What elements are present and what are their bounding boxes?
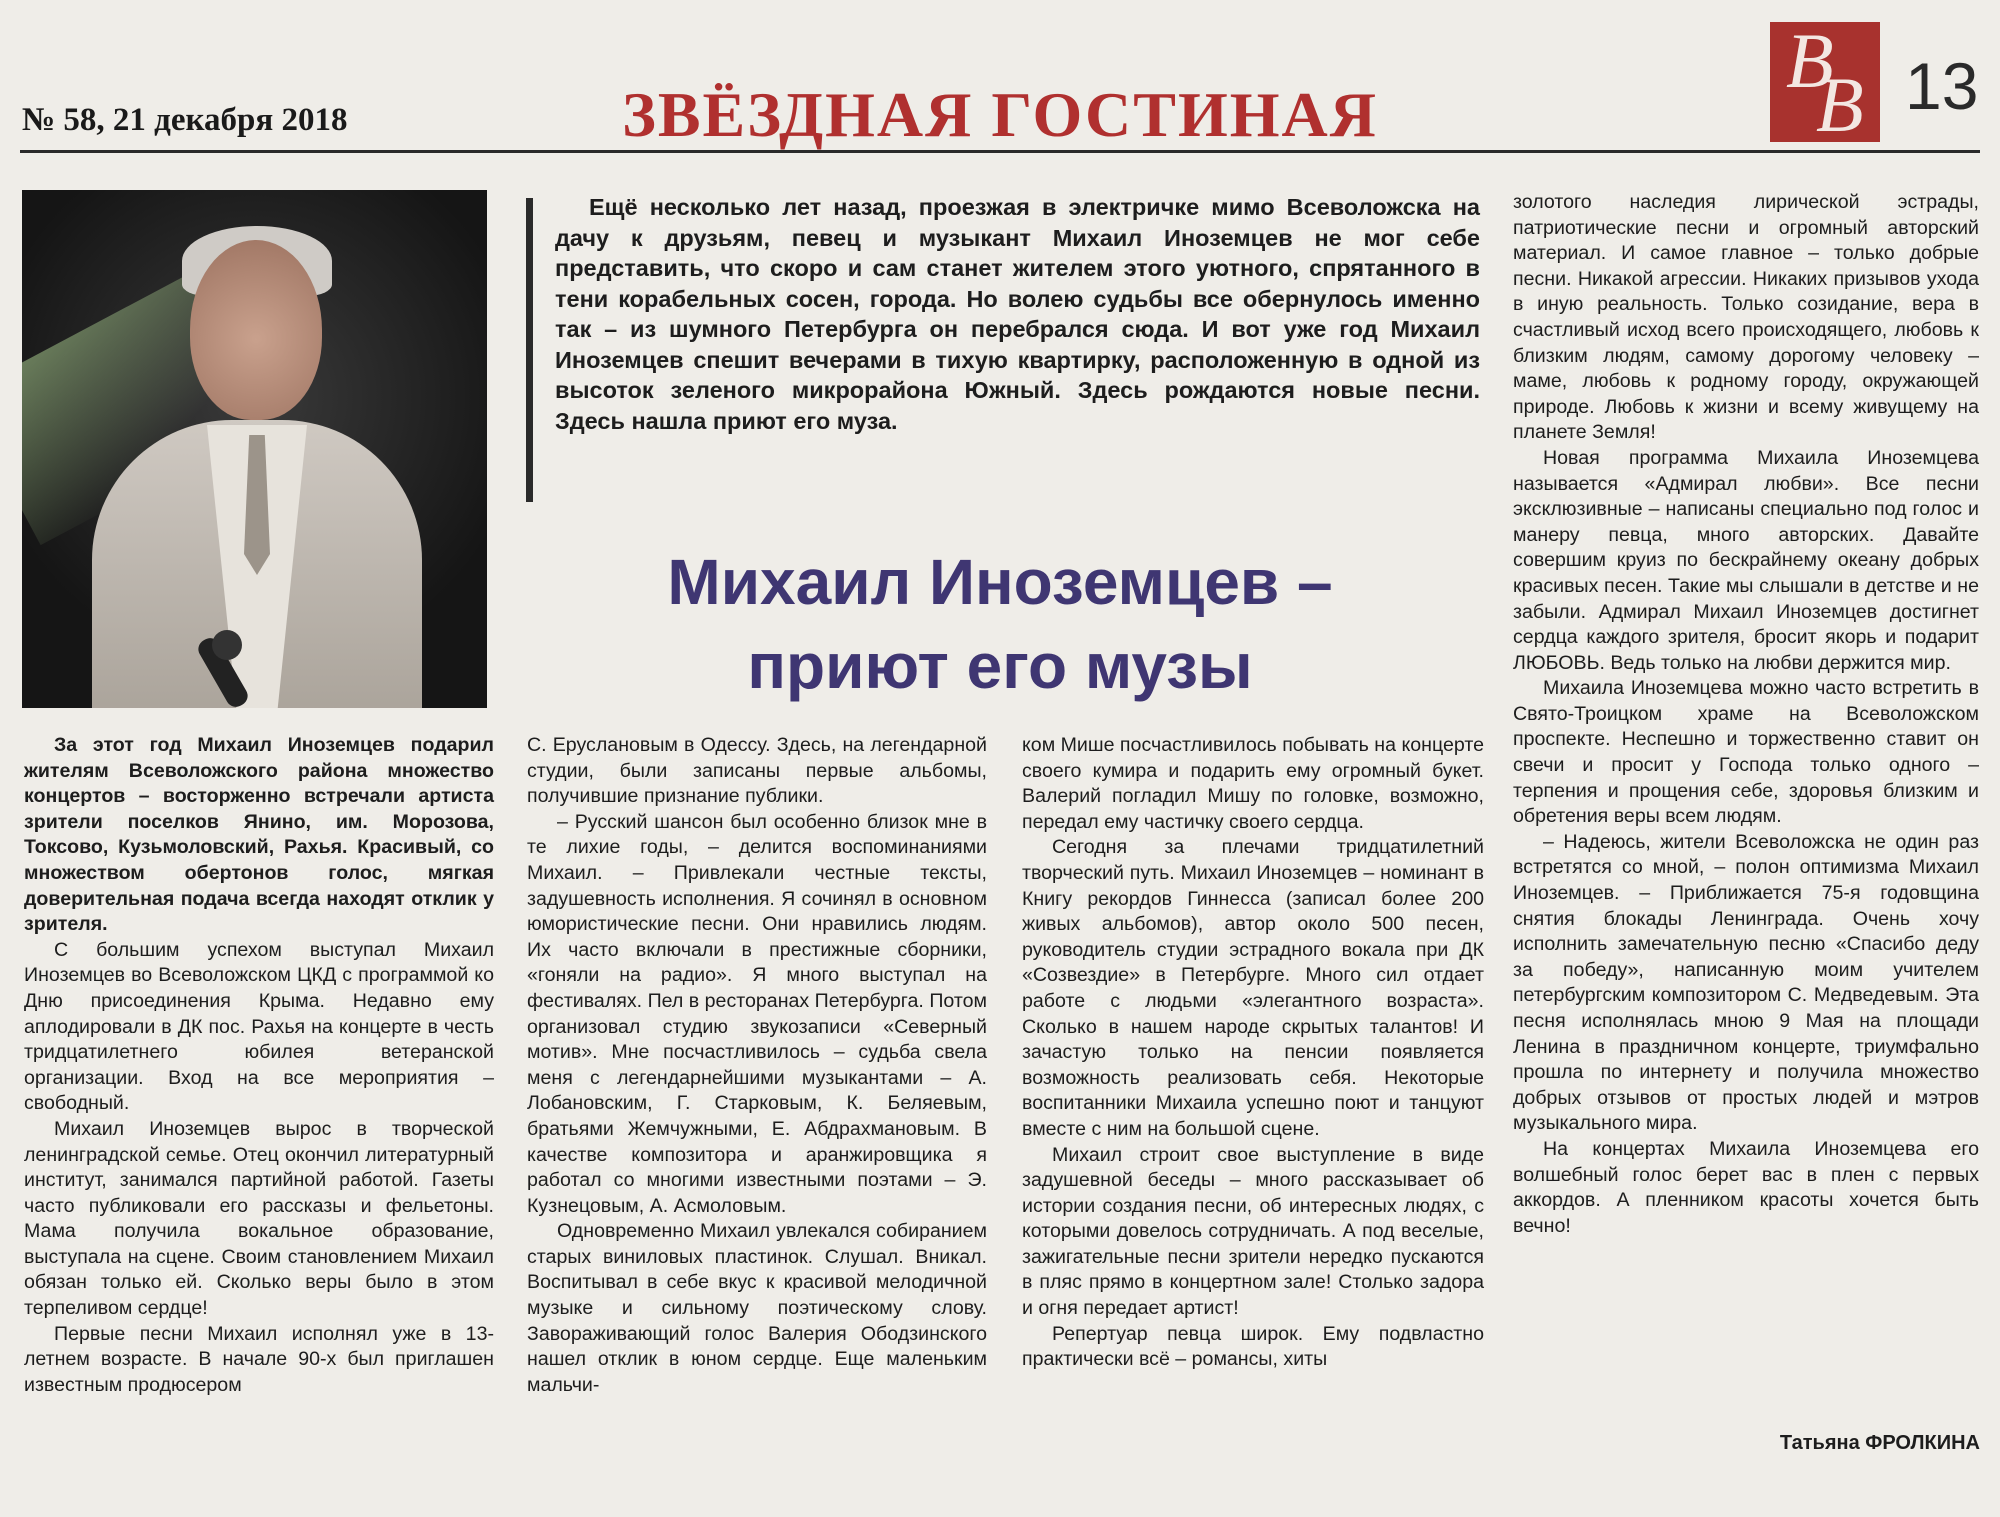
paragraph: С большим успехом выступал Михаил Иноземцев во Всеволожском ЦКД с программой ко Дню присоединения Крыма. Недавно ему аплодировали в ДК пос. Рахья на концерте в честь тридцатилетнего юбилея ветеранской организации. Вход на все мероприятия – свободный.: [24, 938, 494, 1115]
lead-bar: [526, 198, 533, 502]
headline-line-2: приют его музы: [747, 630, 1253, 702]
newspaper-logo: [1770, 17, 1880, 148]
paragraph: Репертуар певца широк. Ему подвластно практически всё – романсы, хиты: [1022, 1322, 1484, 1371]
paragraph: Михаил Иноземцев вырос в творческой ленинградской семье. Отец окончил литературный институт, занимался партийной работой. Газеты часто публиковали его рассказы и фельетоны. Мама получила вокальное образование, выступала на сцене. Своим становлением Михаил обязан только ей. Сколько веры было в этом терпеливом сердце!: [24, 1117, 494, 1320]
photo-caption-paragraph: За этот год Михаил Иноземцев подарил жителям Всеволожского района множество концертов – восторженно встречали артиста зрители поселков Янино, им. Морозова, Токсово, Кузьмоловский, Рахья. Красивый, со множеством обертонов голос, мягкая доверительная подача всегда находят отклик у зрителя.: [24, 734, 494, 936]
headline-line-1: Михаил Иноземцев –: [667, 546, 1333, 618]
logo-letter-2: В: [1816, 61, 1864, 148]
section-rubric: ЗВЁЗДНАЯ ГОСТИНАЯ: [622, 79, 1378, 150]
paragraph: – Русский шансон был особенно близок мне в те лихие годы, – делится воспоминаниями Михаил. – Привлекали честные тексты, задушевность исполнения. Я сочинял в основном юмористические песни. Они нравились людям. Их часто включали в престижные сборники, «гоняли на радио». Я много выступал на фестивалях. Пел в ресторанах Петербурга. Потом организовал студию звукозаписи «Северный мотив». Мне посчастливилось – судьба свела меня с легендарнейшими музыкантами – А. Лобановским, Г. Старковым, К. Беляевым, братьями Жемчужными, Е. Абдрахмановым. В качестве композитора и аранжировщика я работал со многими известными поэтами – Э. Кузнецовым, А. Асмоловым.: [527, 810, 987, 1217]
paragraph: С. Еруслановым в Одессу. Здесь, на легендарной студии, были записаны первые альбомы, получившие признание публики.: [527, 734, 987, 808]
paragraph: Первые песни Михаил исполнял уже в 13-летнем возрасте. В начале 90-х был приглашен известным продюсером: [24, 1322, 494, 1396]
paragraph: Михаила Иноземцева можно часто встретить в Свято-Троицком храме на Всеволожском проспекте. Неспешно и торжественно ставит он свечи и просит у Господа только одного – терпения и прощения себе, здоровья близким и обретения веры всем людям.: [1513, 677, 1979, 828]
header-rule: [20, 150, 1980, 153]
paragraph: Михаил строит свое выступление в виде задушевной беседы – много рассказывает об истории создания песни, об интересных людях, с которыми довелось сотрудничать. А под веселые, зажигательные песни зрители нередко пускаются в пляс прямо в концертном зале! Столько задора и огня передает артист!: [1022, 1143, 1484, 1320]
photo-singer-with-microphone: [22, 190, 487, 708]
page-number: 13: [1905, 49, 1979, 123]
issue-date: № 58, 21 декабря 2018: [22, 102, 348, 138]
column-1: [24, 733, 494, 1398]
paragraph: золотого наследия лирической эстрады, патриотические песни и огромный авторский материал. И самое главное – только добрые песни. Никакой агрессии. Никаких призывов ухода в иную реальность. Только созидание, вера в счастливый исход всего происходящего, любовь к близким людям, самому дорогому человеку – маме, любовь к родному городу, окружающей природе. Любовь к жизни и всему живущему на планете Земля!: [1513, 191, 1979, 444]
paragraph: Одновременно Михаил увлекался собиранием старых виниловых пластинок. Слушал. Вникал. Воспитывал в себе вкус к красивой мелодичной музыке и сильному поэтическому слову. Завораживающий голос Валерия Ободзинского нашел отклик в юном сердце. Еще маленьким мальчи-: [527, 1220, 987, 1396]
headline: [520, 540, 1480, 708]
column-4: [1513, 190, 1979, 1239]
column-3: [1022, 733, 1484, 1373]
logo-letter-1: В: [1786, 17, 1834, 104]
microphone-head: [212, 630, 242, 660]
paragraph: На концертах Михаила Иноземцева его волшебный голос берет вас в плен с первых аккордов. А пленником красоты хочется быть вечно!: [1513, 1137, 1979, 1237]
lead-paragraph: Ещё несколько лет назад, проезжая в электричке мимо Всеволожска на дачу к друзьям, певец и музыкант Михаил Иноземцев не мог себе представить, что скоро и сам станет жителем этого уютного, спрятанного в тени корабельных сосен, города. Но волею судьбы все обернулось именно так – из шумного Петербурга он перебрался сюда. И вот уже год Михаил Иноземцев спешит вечерами в тихую квартирку, расположенную в одной из высоток зеленого микрорайона Южный. Здесь рождаются новые песни. Здесь нашла приют его муза.: [555, 194, 1480, 434]
author-byline: Татьяна ФРОЛКИНА: [1779, 1432, 1980, 1454]
head: [190, 240, 322, 420]
paragraph: ком Мише посчастливилось побывать на концерте своего кумира и подарить ему огромный букет. Валерий погладил Мишу по головке, возможно, передал ему частичку своего сердца.: [1022, 734, 1484, 833]
paragraph: Сегодня за плечами тридцатилетний творческий путь. Михаил Иноземцев – номинант в Книгу рекордов Гиннесса (записал более 200 живых альбомов), автор около 500 песен, руководитель студии эстрадного вокала при ДК «Созвездие» в Петербурге. Много сил отдает работе с людьми «элегантного возраста». Сколько в нашем народе скрытых талантов! И зачастую только на пенсии появляется возможность реализовать себя. Некоторые воспитанники Михаила успешно поют и танцуют вместе с ним на большой сцене.: [1022, 836, 1484, 1140]
paragraph: – Надеюсь, жители Всеволожска не один раз встретятся со мной, – полон оптимизма Михаил Иноземцев. – Приближается 75-я годовщина снятия блокады Ленинграда. Очень хочу исполнить замечательную песню «Спасибо деду за победу», написанную моим учителем петербургским композитором С. Медведевым. Эта песня исполнялась мною 9 Мая на площади Ленина в праздничном концерте, триумфально прошла по интернету и получила множество добрых отзывов от простых людей и мэтров музыкального мира.: [1513, 830, 1979, 1135]
paragraph: Новая программа Михаила Иноземцева называется «Адмирал любви». Все песни эксклюзивные – написаны специально под голос и манеру певца, много авторских. Давайте совершим круиз по бескрайнему океану добрых красивых песен. Такие мы слышали в детстве и не забыли. Адмирал Михаил Иноземцев достигнет сердца каждого зрителя, бросит якорь и подарит ЛЮБОВЬ. Ведь только на любви держится мир.: [1513, 446, 1979, 674]
column-2: [527, 733, 987, 1398]
